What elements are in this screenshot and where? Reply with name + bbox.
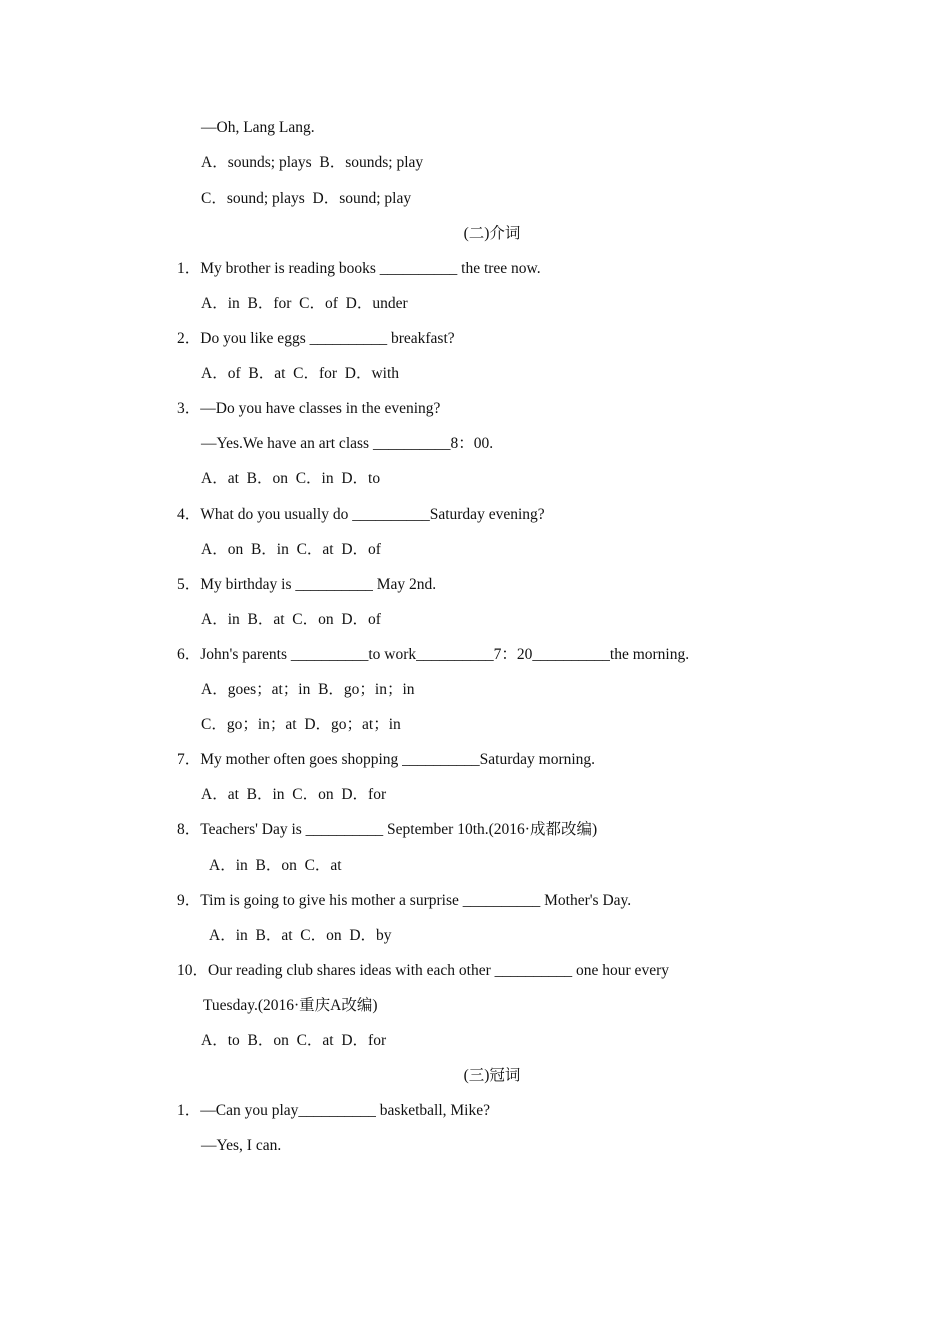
options-line: A．in B．at C．on D．of — [201, 611, 381, 628]
question-stem: 2．Do you like eggs __________ breakfast? — [177, 330, 455, 347]
options-line: C．go；in；at D．go；at；in — [201, 716, 401, 733]
question-stem: 6．John's parents __________to work__________7：20__________the morning. — [177, 646, 690, 663]
question-stem: 1．My brother is reading books __________ the tree now. — [177, 260, 541, 277]
question-stem: 8．Teachers' Day is __________ September 10th.(2016·成都改编) — [177, 821, 598, 838]
options-line: A．in B．for C．of D．under — [201, 295, 408, 312]
options-line: A．in B．at C．on D．by — [209, 927, 392, 944]
options-line: A．at B．in C．on D．for — [201, 786, 387, 803]
question-stem: 3．—Do you have classes in the evening? — [177, 400, 441, 417]
question-stem: 10．Our reading club shares ideas with each other __________ one hour every — [177, 962, 669, 979]
question-stem: 5．My birthday is __________ May 2nd. — [177, 576, 437, 593]
question-stem: 7．My mother often goes shopping __________Saturday morning. — [177, 751, 596, 768]
options-line: A．at B．on C．in D．to — [201, 470, 381, 487]
options-line: C．sound; plays D．sound; play — [201, 190, 412, 207]
section-heading-prepositions: (二)介词 — [463, 225, 521, 242]
options-line: A．on B．in C．at D．of — [201, 541, 381, 558]
options-line: A．to B．on C．at D．for — [201, 1032, 387, 1049]
options-line: A．sounds; plays B．sounds; play — [201, 154, 424, 171]
question-stem-continuation: Tuesday.(2016·重庆A改编) — [203, 997, 378, 1014]
question-answer-line: —Yes, I can. — [201, 1137, 282, 1154]
options-line: A．of B．at C．for D．with — [201, 365, 400, 382]
section-heading-articles: (三)冠词 — [463, 1067, 521, 1084]
options-line: A．in B．on C．at — [209, 857, 342, 874]
question-stem: 1．—Can you play__________ basketball, Mike? — [177, 1102, 490, 1119]
question-answer-line: —Oh, Lang Lang. — [201, 119, 315, 136]
options-line: A．goes；at；in B．go；in；in — [201, 681, 415, 698]
question-stem: 9．Tim is going to give his mother a surprise __________ Mother's Day. — [177, 892, 632, 909]
question-stem: 4．What do you usually do __________Saturday evening? — [177, 506, 545, 523]
question-answer-line: —Yes.We have an art class __________8：00. — [201, 435, 494, 452]
